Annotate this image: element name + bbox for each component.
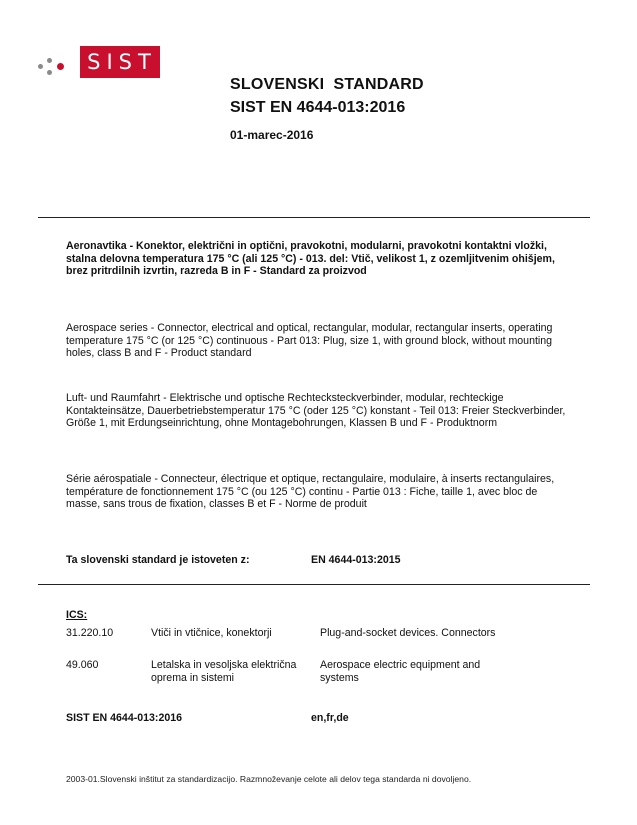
standard-code: SIST EN 4644-013:2016 [230, 99, 406, 116]
ics-description-sl: Letalska in vesoljska električna oprema in sistemi [151, 659, 297, 684]
ics-heading: ICS: [66, 609, 88, 621]
copyright-notice: 2003-01.Slovenski inštitut za standardizacijo. Razmnoževanje celote ali delov tega standarda ni dovoljeno. [66, 774, 472, 784]
ics-description-en: Aerospace electric equipment and systems [320, 659, 481, 684]
ics-code: 49.060 [66, 659, 99, 671]
title-english: Aerospace series - Connector, electrical and optical, rectangular, modular, rectangular inserts, operating temperature 175 °C (or 125 °C) continuous - Part 013: Plug, size 1, with ground block, without mounting holes, class B and F - Product standard [66, 322, 553, 360]
ics-description-en: Plug-and-socket devices. Connectors [320, 627, 496, 639]
top-divider [38, 217, 590, 218]
footer-standard-code: SIST EN 4644-013:2016 [66, 712, 183, 724]
title-slovenian: Aeronavtika - Konektor, električni in optični, pravokotni, modularni, pravokotni kontaktni vložki, stalna delovna temperatura 175 °C (ali 125 °C) - 013. del: Vtič, velikost 1, z ozemljitvenim ohišjem, brez pritrdilnih izvrtin, razreda B in F - Standard za proizvod [66, 240, 555, 278]
publication-date: 01-marec-2016 [230, 128, 314, 142]
footer-languages: en,fr,de [311, 712, 349, 724]
bottom-divider [38, 584, 590, 585]
ics-description-sl: Vtiči in vtičnice, konektorji [151, 627, 272, 639]
ics-code: 31.220.10 [66, 627, 114, 639]
identity-value: EN 4644-013:2015 [311, 554, 401, 566]
document-type-title: SLOVENSKI STANDARD [230, 76, 424, 93]
logo-dots-icon [38, 55, 78, 85]
title-french: Série aérospatiale - Connecteur, électrique et optique, rectangulaire, modulaire, à inserts rectangulaires, température de fonctionnement 175 °C (ou 125 °C) continu - Partie 013 : Fiche, taille 1, avec bloc de masse, sans trous de fixation, classes B et F - Norme de produit [66, 473, 555, 511]
title-german: Luft- und Raumfahrt - Elektrische und optische Rechtecksteckverbinder, modular, rechteckige Kontakteinsätze, Dauerbetriebstemperatur 175 °C (oder 125 °C) konstant - Teil 013: Freier Steckverbinder, Größe 1, mit Erdungseinrichtung, ohne Montagebohrungen, Klassen B und F - Produktnorm [66, 392, 566, 430]
identity-label: Ta slovenski standard je istoveten z: [66, 554, 250, 566]
sist-logo: SIST [80, 46, 160, 78]
